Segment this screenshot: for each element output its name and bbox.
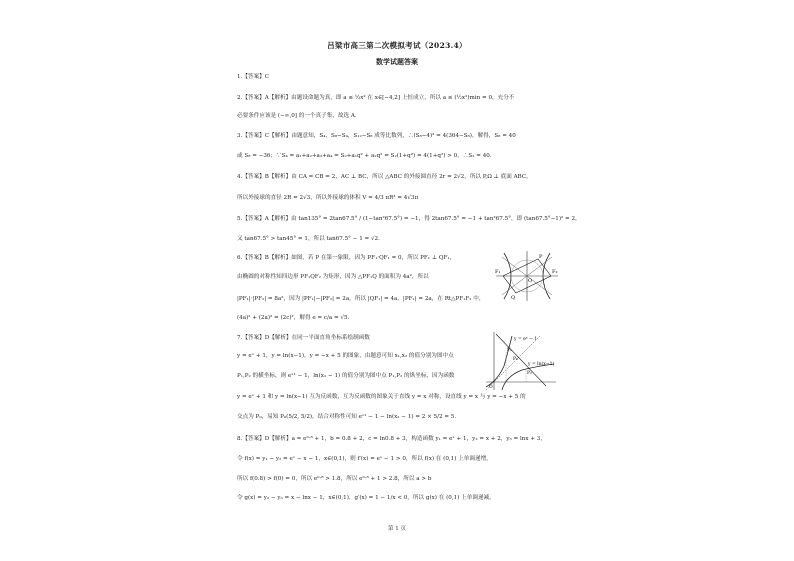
document-subtitle: 数学试题答案: [376, 57, 418, 66]
function-graph-figure: [482, 330, 558, 392]
label-p2: P₂: [527, 371, 532, 376]
answer-5-line-2: 又 tan67.5° > tan45° = 1，所以 tan67.5° − 1 = √2.: [237, 236, 380, 242]
label-p0: P₀: [513, 357, 518, 362]
hyperbola-figure: [494, 249, 560, 303]
answer-7-line-4: y = eˣ + 1 和 y = ln(x−1) 互为反函数，互为反函数的图象关于直线 y = x 对称，设直线 y = x 与 y = −x + 5 的: [237, 394, 526, 400]
answer-8-line-3: 所以 f(0.8) > f(0) = 0，所以 e⁰·⁸ > 1.8，所以 e⁰·⁸ + 1 > 2.8，所以 a > b: [237, 476, 432, 482]
answer-8-line-1: 8.【答案】D【解析】a = e⁰·⁸ + 1，b = 0.8 + 2，c = ln0.8 + 3，构造函数 y₁ = eˣ + 1，y₂ = x + 2，y₃ = lnx + 3，: [237, 436, 546, 442]
answer-7-line-3: P₁,P₂ 的横坐标，则 eˣ¹ − 1，ln(x₂ − 1) 的值分别为图中点 P₁,P₂ 的纵坐标，因为函数: [237, 373, 455, 379]
label-exp-curve: y = eˣ − 1: [514, 337, 538, 342]
label-log-curve: y = ln(x−1): [528, 362, 555, 367]
answer-3-line-2: 或 S₈ = −36；∵S₄ = a₁+a₂+a₃+a₄ = S₂+a₁q² + a₂q² = S₂(1+q²) = 4(1+q²) > 0，∴S₂ = 40.: [237, 153, 492, 159]
answer-8-line-4: 令 g(x) = y₂ − y₃ = x − lnx − 1，x∈(0,1)，g′(x) = 1 − 1/x < 0，所以 g(x) 在 (0,1) 上单调递减，: [237, 495, 495, 501]
answer-7-line-5: 交点为 P₀，易知 P₀(5/2, 5/2)，结合对称性可知 eˣ¹ − 1 − ln(x₂ − 1) = 2 × 5/2 = 5.: [237, 414, 457, 420]
label-f1: F₁: [495, 269, 501, 275]
answer-7-line-1: 7.【答案】D【解析】在同一平面直角坐标系绘制函数: [237, 335, 370, 341]
answer-4-line-1: 4.【答案】B【解析】由 CA = CB = 2，AC ⊥ BC，所以 △ABC 的外接圆直径 2r = 2√2，所以 P,Ω ⊥ 底面 ABC，: [237, 174, 532, 180]
answer-1: 1.【答案】C: [237, 74, 269, 80]
answer-6-line-2: 由椭圆的对称性知四边形 PF₁QF₂ 为矩形，因为 △PF₁Q 的面积为 4a²，所以: [237, 274, 429, 280]
page-footer: 第 1 页: [388, 526, 406, 532]
answer-3-line-1: 3.【答案】C【解析】由题意知，S₄，S₈−S₄，S₁₂−S₈ 成等比数列，∴(S₈−4)² = 4(364−S₈)，解得，S₈ = 40: [237, 133, 516, 139]
document-title: 吕梁市高三第二次模拟考试（2023.4）: [327, 41, 467, 50]
label-origin: O: [489, 385, 493, 390]
answer-4-line-2: 所以外接球的直径 2R = 2√3，所以外接球的体积 V = 4/3 πR³ = 4√3π: [237, 195, 419, 201]
answer-8-line-2: 令 f(x) = y₁ − y₂ = eˣ − x − 1，x∈(0,1)，则 f′(x) = eˣ − 1 > 0，所以 f(x) 在 (0,1) 上单调递增，: [237, 456, 492, 462]
answer-5-line-1: 5.【答案】A【解析】由 tan135° = 2tan67.5° / (1−tan²67.5°) = −1，得 2tan67.5° = −1 + tan²67.5°，即 (tan67.5°−1)² = 2，: [237, 216, 581, 222]
label-p: P: [539, 254, 543, 260]
answer-6-line-1: 6.【答案】B【解析】如图，若 P 在第一象限，因为 PF₁·QF₁ = 0，所以 PF₁ ⊥ QF₁，: [237, 255, 456, 261]
label-p1: P₁: [507, 348, 512, 353]
answer-6-line-4: (4a)² + (2a)² = (2c)²，解得 e = c/a = √5.: [237, 315, 350, 321]
answer-2-line-1: 2.【答案】A【解析】由题设命题为真，即 a ≤ ½x² 在 x∈[−4,2] 上恒成立，所以 a ≤ (½x²)min = 0，充分不: [237, 95, 515, 101]
label-q: Q: [511, 295, 516, 301]
answer-6-line-3: |PF₁|·|PF₂| = 8a²，因为 |PF₁|−|PF₂| = 2a，所以 |QF₁| = 4a，|PF₁| = 2a，在 Rt△PF₁F₂ 中，: [237, 296, 485, 302]
answer-2-line-2: 必要条件应该是 (−∞,0] 的一个真子集，故选 A.: [237, 113, 357, 119]
label-f2: F₂: [552, 269, 558, 275]
answer-7-line-2: y = eˣ + 1，y = ln(x−1)，y = −x + 5 的图象，由题意可知 x₁,x₂ 的值分别为图中点: [237, 353, 454, 359]
label-o: O: [528, 278, 533, 284]
